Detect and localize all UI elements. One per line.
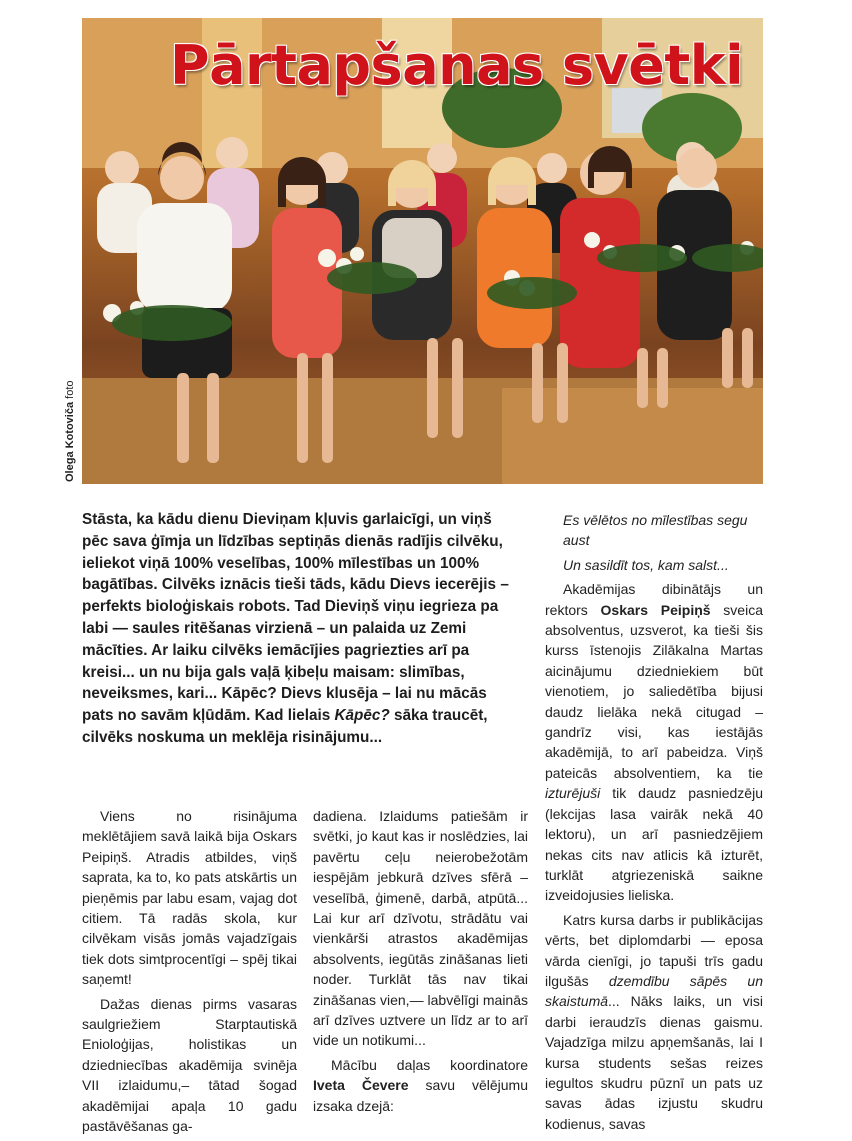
intro-text-1: Stāsta, ka kādu dienu Dieviņam kļuvis garlaicīgi, un viņš pēc sava ģīmja un līdzības septiņās dienās radījis cilvēku, ieliekot viņā 100% veselības, 100% mīlestības un 100% bagātības. Cilvēks iznācis tieši tāds, kādu Dievs iecerējis – perfekts bioloģiskais robots. Tad Dieviņš viņu iegrieza pa labi — saules ritēšanas virzienā – un palaida uz Zemi mācīties. Ar laiku cilvēks iemācījies pagriezties arī pa kreisi... un nu bija gals vaļā ķibeļu maisam: slimības, neveiksmes, kari... Kāpēc? Dievs klusēja – lai nu mācās pats no savām kļūdām. Kad lielais: [82, 511, 509, 725]
col-c-p1-text-a: Akadēmijas dibinātājs un rektors: [545, 581, 763, 618]
col-c-p1-text-c: tik daudz pasniedzēju (lekcijas lasa vairāk nekā 40 lektoru), un arī pasniedzējiem nekas cits nav atlicis kā izturēt, turklāt atgriezeniskā saikne izveidojusies lieliska.: [545, 785, 763, 904]
photo-credit: [64, 381, 76, 483]
column-a: [82, 806, 297, 1141]
headline: Pārtapšanas svētki: [170, 34, 744, 97]
col-b-p2-text-b: savu vēlējumu izsaka dzejā:: [313, 1077, 528, 1114]
article-photo: [82, 18, 763, 484]
col-c-p2-italic: dzemdību sāpēs un skaistumā: [545, 972, 763, 1010]
photo-credit-suffix: foto: [64, 380, 76, 399]
photo-credit-name: Olega Kotoviča: [64, 401, 76, 482]
intro-paragraph: [82, 509, 522, 749]
col-c-p1-text-b: sveica absolventus, uzsverot, ka tieši šis kurss īstenojis Zilākalna Martas aicinājumu dziedniekiem būt vienotiem, jo saliedētība bijusi daudz lielāka nekā citugad – gandrīz visi, kas iestājās akadēmijā, to arī pabeidza. Viņš pateicās absolventiem, ka tie: [545, 601, 763, 781]
intro-text-2: sāka traucēt, cilvēks noskuma un meklēja risinājumu...: [82, 707, 488, 746]
col-c-p2-text-a: Katrs kursa darbs ir publikācijas vērts, bet diplomdarbi — eposa vārda cienīgi, jo tapuši trīs gadu ilgušās: [545, 911, 763, 989]
col-a-paragraph-1: Viens no risinājuma meklētājiem savā laikā bija Oskars Peipiņš. Atradis atbildes, viņš saprata, ka to, ko pats atskārtis un pieņēmis par labu esam, vajag dot citiem. Tā radās skola, kur cilvēkam visās jomās vajadzīgais tiek dots simtprocentīgi – spēj tikai saņemt!: [82, 808, 297, 988]
col-b-p2-name: Iveta Čevere: [313, 1077, 409, 1094]
col-b-paragraph-2: [313, 1055, 528, 1116]
intro-italic: Kāpēc?: [334, 707, 390, 725]
column-c: [545, 510, 763, 1138]
col-c-p2-text-b: ... Nāks laiks, un visi darbi ieraudzīs dienas gaismu. Vajadzīga milzu apņemšanās, lai I kursa students sešas reizes iegultos skudru pūznī un pats uz savas ādas izjustu skudru kodienus, savas: [545, 993, 763, 1132]
poem-line-1: Es vēlētos no mīlestības segu aust: [563, 512, 748, 549]
col-b-paragraph-1: dadiena. Izlaidums patiešām ir svētki, jo kaut kas ir noslēdzies, lai pavērtu ceļu neierobežotām iespējām jebkurā dzīves sfērā – veselībā, ģimenē, darbā, atpūtā... Lai kur arī dzīvotu, strādātu vai vienkārši atrastos akadēmijas absolvents, iegūtās zināšanas lieti noder. Turklāt tās nav tikai zināšanas vien,— labvēlīgi mainās arī dzīves uztvere un līdz ar to arī vide un notikumi...: [313, 808, 528, 1049]
col-c-paragraph-2: [545, 910, 763, 1134]
col-c-p1-name: Oskars Peipiņš: [600, 601, 711, 618]
column-b: [313, 806, 528, 1120]
col-c-paragraph-1: [545, 579, 763, 906]
col-b-p2-text-a: Mācību daļas koordinatore: [331, 1056, 528, 1073]
col-c-p1-italic: izturējuši: [545, 785, 601, 802]
poem-line-2: Un sasildīt tos, kam salst...: [563, 556, 729, 573]
col-a-paragraph-2: Dažas dienas pirms vasaras saulgriežiem Starptautiskā Enioloģijas, holistikas un dziedniecības akadēmija svinēja VII izlaidumu,– tātad šogad akadēmijai apaļa 10 gadu pastāvēšanas ga-: [82, 995, 297, 1135]
